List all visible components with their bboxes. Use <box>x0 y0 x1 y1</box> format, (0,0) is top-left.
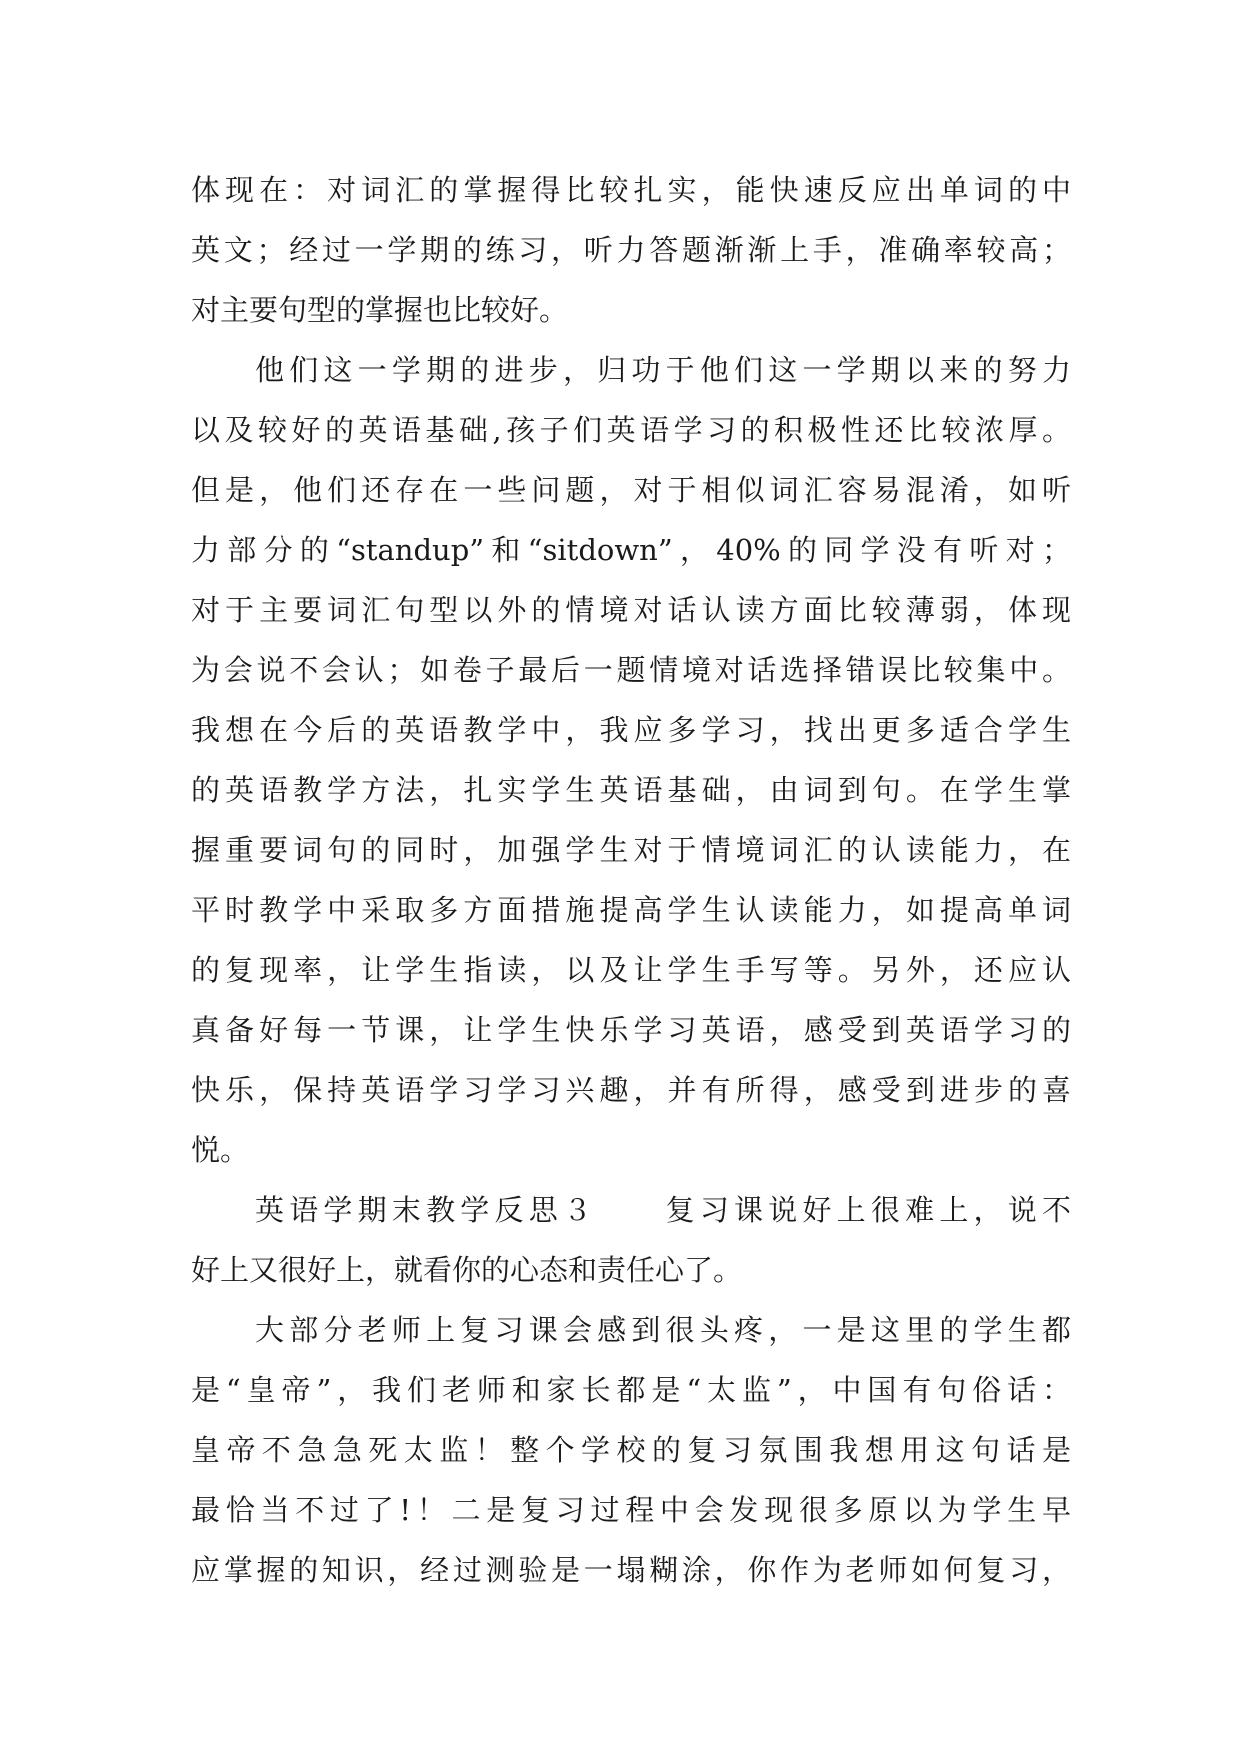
text-line: 以及较好的英语基础,孩子们英语学习的积极性还比较浓厚。 <box>191 413 1071 447</box>
text-line: 大部分老师上复习课会感到很头疼，一是这里的学生都 <box>255 1313 1071 1347</box>
text-line: 体现在：对词汇的掌握得比较扎实，能快速反应出单词的中 <box>191 173 1071 207</box>
text-line: 对主要句型的掌握也比较好。 <box>191 293 569 327</box>
text-line: 为会说不会认；如卷子最后一题情境对话选择错误比较集中。 <box>191 653 1071 687</box>
text-line: 的复现率，让学生指读，以及让学生手写等。另外，还应认 <box>191 953 1071 987</box>
text-line: 悦。 <box>191 1133 250 1167</box>
text-line: 快乐，保持英语学习学习兴趣，并有所得，感受到进步的喜 <box>191 1073 1071 1107</box>
text-line: 真备好每一节课，让学生快乐学习英语，感受到英语学习的 <box>191 1013 1071 1047</box>
text-line: 英语学期末教学反思３ 复习课说好上很难上，说不 <box>255 1193 1071 1227</box>
text-line: 他们这一学期的进步，归功于他们这一学期以来的努力 <box>255 353 1071 387</box>
paragraph-1 <box>191 160 1071 340</box>
text-line: 皇帝不急急死太监！整个学校的复习氛围我想用这句话是 <box>191 1433 1071 1467</box>
text-line: 但是，他们还存在一些问题，对于相似词汇容易混淆，如听 <box>191 473 1071 507</box>
text-line: 最恰当不过了!！二是复习过程中会发现很多原以为学生早 <box>191 1493 1071 1527</box>
body-text <box>191 160 1071 1600</box>
text-line: 力部分的“standup”和“sitdown”，40%的同学没有听对； <box>191 533 1071 567</box>
text-line: 握重要词句的同时，加强学生对于情境词汇的认读能力，在 <box>191 833 1071 867</box>
text-line: 平时教学中采取多方面措施提高学生认读能力，如提高单词 <box>191 893 1071 927</box>
text-line: 我想在今后的英语教学中，我应多学习，找出更多适合学生 <box>191 713 1071 747</box>
text-line: 是“皇帝”，我们老师和家长都是“太监”，中国有句俗话： <box>191 1373 1071 1407</box>
paragraph-4 <box>191 1300 1071 1600</box>
text-line: 应掌握的知识，经过测验是一塌糊涂，你作为老师如何复习， <box>191 1553 1071 1587</box>
text-line: 对于主要词汇句型以外的情境对话认读方面比较薄弱，体现 <box>191 593 1071 627</box>
text-line: 好上又很好上，就看你的心态和责任心了。 <box>191 1253 743 1287</box>
text-line: 英文；经过一学期的练习，听力答题渐渐上手，准确率较高； <box>191 233 1071 267</box>
paragraph-3 <box>191 1180 1071 1300</box>
paragraph-2 <box>191 340 1071 1180</box>
text-line: 的英语教学方法，扎实学生英语基础，由词到句。在学生掌 <box>191 773 1071 807</box>
